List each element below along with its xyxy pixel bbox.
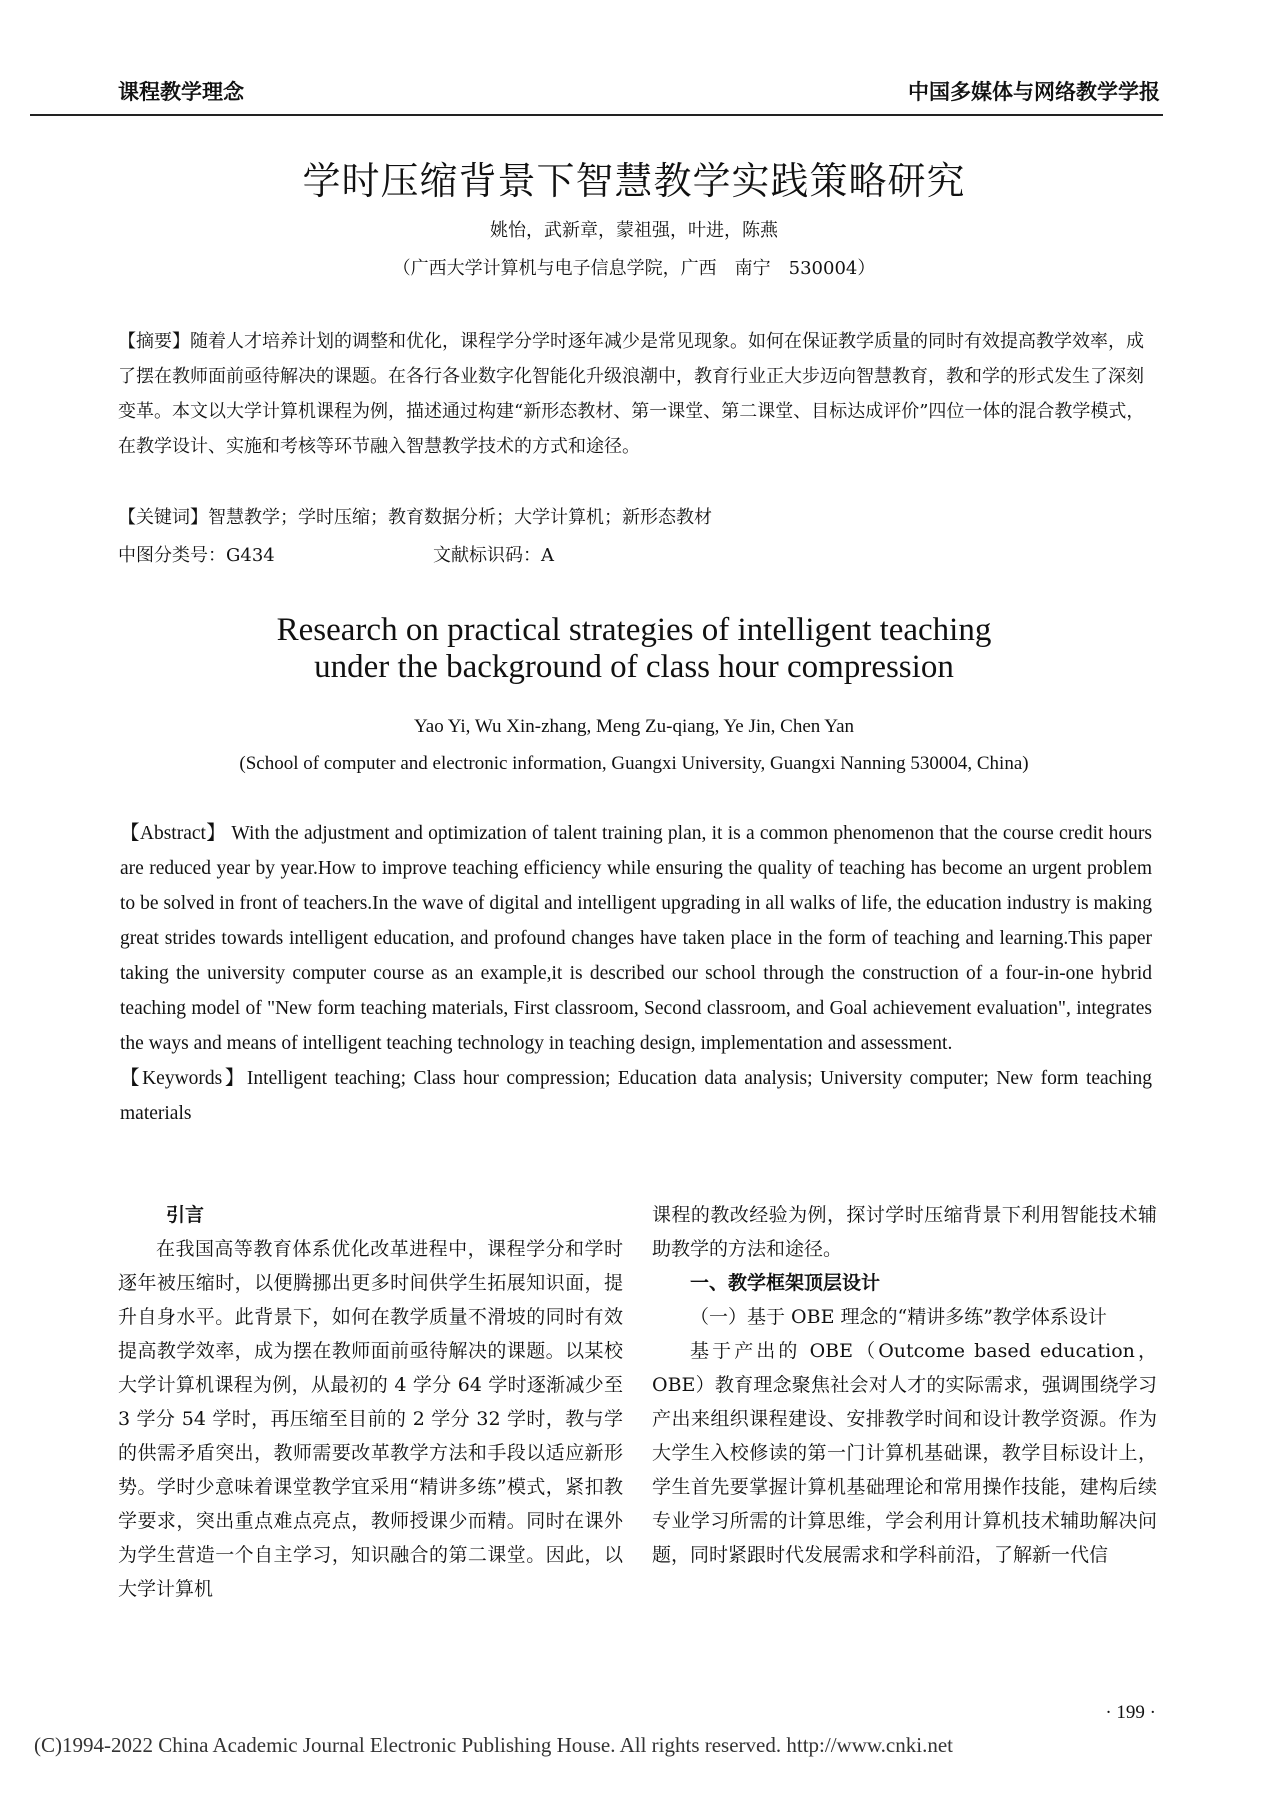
keywords-en: 【Keywords】Intelligent teaching; Class hour compression; Education data analysis; University computer; New form teaching materials bbox=[120, 1068, 1152, 1124]
subsection-heading: （一）基于 OBE 理念的“精讲多练”教学体系设计 bbox=[690, 1306, 1107, 1328]
title-en-line2: under the background of class hour compression bbox=[314, 649, 954, 685]
abstract-en bbox=[120, 816, 1152, 1131]
section-heading: 一、教学框架顶层设计 bbox=[690, 1272, 881, 1294]
abstract-cn bbox=[118, 324, 1158, 464]
abstract-en-text: 【Abstract】 With the adjustment and optimization of talent training plan, it is a common phenomenon that the course credit hours are reduced year by year.How to improve teaching efficiency while ensuring the quality of teaching has become an urgent problem to be solved in front of teachers.In the wave of digital and intelligent upgrading in all walks of life, the education industry is making great strides towards intelligent education, and profound changes have taken place in the form of teaching and learning.This paper taking the university computer course as an example,it is described our school through the construction of a four-in-one hybrid teaching model of "New form teaching materials, First classroom, Second classroom, and Goal achievement evaluation", integrates the ways and means of intelligent teaching technology in teaching design, implementation and assessment. bbox=[120, 823, 1152, 1054]
intro-paragraph-continued: 课程的教改经验为例，探讨学时压缩背景下利用智能技术辅助教学的方法和途径。 bbox=[652, 1204, 1157, 1260]
running-header-journal: 中国多媒体与网络教学学报 bbox=[908, 80, 1160, 104]
document-code: 文献标识码：A bbox=[433, 545, 554, 566]
subsection-paragraph: 基于产出的 OBE（Outcome based education，OBE）教育理念聚焦社会对人才的实际需求，强调围绕学习产出来组织课程建设、安排教学时间和设计教学资源。作为大学生入校修读的第一门计算机基础课，教学目标设计上，学生首先要掌握计算机基础理论和常用操作技能，建构后续专业学习所需的计算思维，学会利用计算机技术辅助解决问题，同时紧跟时代发展需求和学科前沿，了解新一代信 bbox=[652, 1340, 1157, 1566]
title-cn: 学时压缩背景下智慧教学实践策略研究 bbox=[302, 159, 966, 203]
classification-line bbox=[118, 538, 554, 573]
body-column-right bbox=[652, 1198, 1157, 1572]
page-number: · 199 · bbox=[1105, 1702, 1156, 1723]
affiliation-cn: （广西大学计算机与电子信息学院，广西 南宁 530004） bbox=[392, 258, 876, 279]
body-column-left bbox=[118, 1198, 623, 1606]
copyright-footer: (C)1994-2022 China Academic Journal Electronic Publishing House. All rights reserved. http://www.cnki.net bbox=[34, 1733, 953, 1757]
affiliation-en: (School of computer and electronic information, Guangxi University, Guangxi Nanning 530004, China) bbox=[239, 753, 1029, 774]
title-en bbox=[0, 612, 1268, 686]
authors-cn: 姚怡，武新章，蒙祖强，叶进，陈燕 bbox=[490, 220, 778, 241]
intro-heading: 引言 bbox=[166, 1204, 205, 1226]
classification-number: 中图分类号：G434 bbox=[118, 545, 275, 566]
intro-paragraph: 在我国高等教育体系优化改革进程中，课程学分和学时逐年被压缩时，以便腾挪出更多时间供学生拓展知识面，提升自身水平。此背景下，如何在教学质量不滑坡的同时有效提高教学效率，成为摆在教师面前亟待解决的课题。以某校大学计算机课程为例，从最初的 4 学分 64 学时逐渐减少至 3 学分 54 学时，再压缩至目前的 2 学分 32 学时，教与学的供需矛盾突出，教师需要改革教学方法和手段以适应新形势。学时少意味着课堂教学宜采用“精讲多练”模式，紧扣教学要求，突出重点难点亮点，教师授课少而精。同时在课外为学生营造一个自主学习，知识融合的第二课堂。因此，以大学计算机 bbox=[118, 1238, 623, 1600]
running-header-section: 课程教学理念 bbox=[118, 80, 244, 104]
title-en-line1: Research on practical strategies of intelligent teaching bbox=[276, 612, 992, 648]
authors-en: Yao Yi, Wu Xin-zhang, Meng Zu-qiang, Ye Jin, Chen Yan bbox=[413, 716, 855, 737]
keywords-cn: 【关键词】智慧教学；学时压缩；教育数据分析；大学计算机；新形态教材 bbox=[118, 507, 712, 528]
abstract-cn-text: 【摘要】随着人才培养计划的调整和优化，课程学分学时逐年减少是常见现象。如何在保证教学质量的同时有效提高教学效率，成了摆在教师面前亟待解决的课题。在各行各业数字化智能化升级浪潮中，教育行业正大步迈向智慧教育，教和学的形式发生了深刻变革。本文以大学计算机课程为例，描述通过构建“新形态教材、第一课堂、第二课堂、目标达成评价”四位一体的混合教学模式，在教学设计、实施和考核等环节融入智慧教学技术的方式和途径。 bbox=[118, 331, 1145, 457]
header-rule bbox=[30, 114, 1163, 116]
